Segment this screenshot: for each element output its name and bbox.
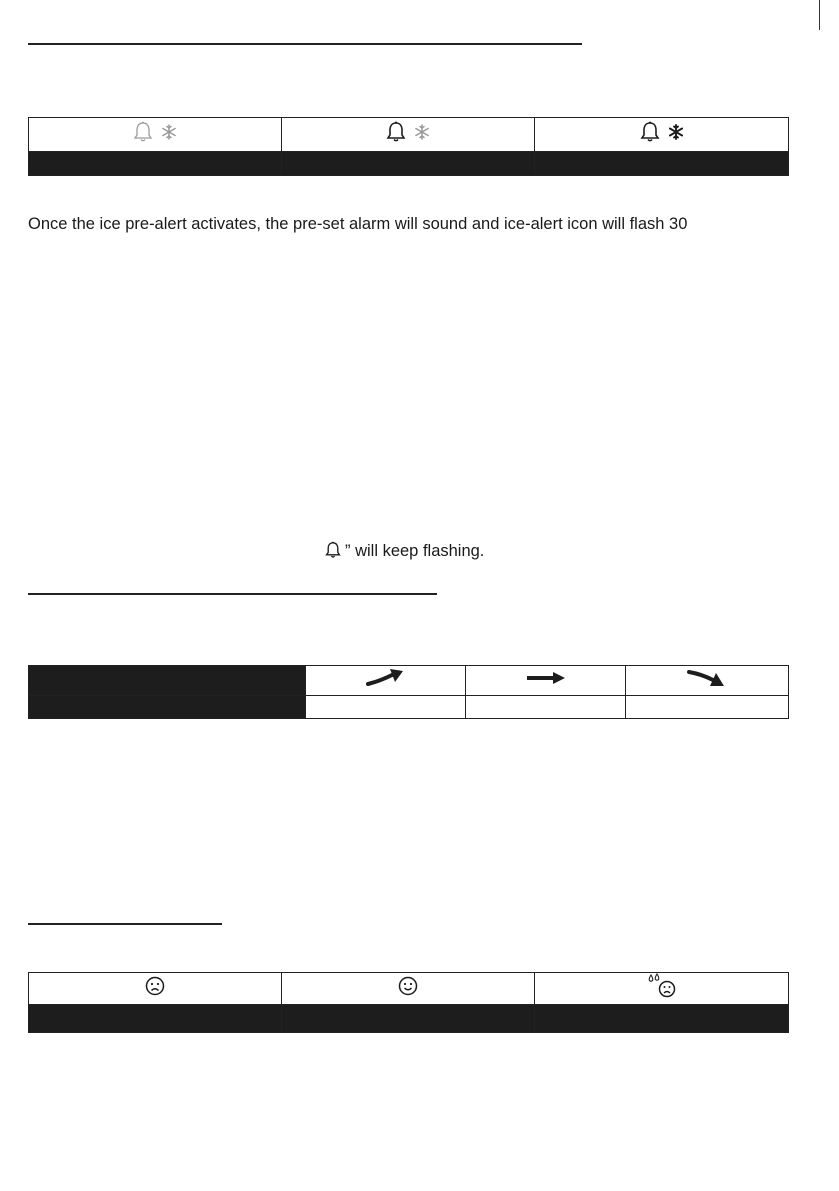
comfort-icon-table xyxy=(28,972,789,1033)
section-heading-underline-comfort xyxy=(28,923,222,925)
trend-table xyxy=(28,665,789,719)
section-heading-underline-ice-alert xyxy=(28,43,582,45)
trend-row-label-2 xyxy=(29,696,306,719)
ice-alert-caption-3 xyxy=(535,152,789,176)
trend-steady xyxy=(466,666,626,696)
ice-alert-state-1 xyxy=(29,118,282,152)
comfort-caption-2 xyxy=(282,1005,535,1033)
bell-icon xyxy=(386,121,406,143)
ice-alert-caption-1 xyxy=(29,152,282,176)
comfort-caption-3 xyxy=(535,1005,789,1033)
snowflake-icon xyxy=(161,124,177,140)
ice-alert-paragraph: Once the ice pre-alert activates, the pre-set alarm will sound and ice-alert icon will flash 30 xyxy=(28,215,688,233)
page-corner-mark xyxy=(819,0,820,30)
trend-falling xyxy=(626,666,789,696)
arrow-steady-icon xyxy=(525,667,567,689)
smiley-face-icon xyxy=(397,975,419,997)
comfort-state-dry xyxy=(29,973,282,1005)
flashing-note xyxy=(325,541,484,561)
ice-alert-state-3 xyxy=(535,118,789,152)
arrow-rising-icon xyxy=(365,667,407,689)
sad-face-icon xyxy=(144,975,166,997)
ice-alert-state-2 xyxy=(282,118,535,152)
bell-icon xyxy=(640,121,660,143)
ice-alert-caption-2 xyxy=(282,152,535,176)
trend-rising xyxy=(306,666,466,696)
trend-caption-rising xyxy=(306,696,466,719)
arrow-falling-icon xyxy=(686,667,728,689)
trend-caption-steady xyxy=(466,696,626,719)
section-heading-underline-trend xyxy=(28,593,437,595)
comfort-state-wet xyxy=(535,973,789,1005)
trend-row-label-1 xyxy=(29,666,306,696)
snowflake-icon xyxy=(414,124,430,140)
flashing-note-text: ” will keep flashing. xyxy=(345,542,485,560)
comfort-caption-1 xyxy=(29,1005,282,1033)
snowflake-icon xyxy=(668,124,684,140)
bell-icon xyxy=(133,121,153,143)
comfort-state-comfortable xyxy=(282,973,535,1005)
wet-sad-face-icon xyxy=(647,973,677,999)
trend-caption-falling xyxy=(626,696,789,719)
ice-alert-icon-table xyxy=(28,117,789,176)
bell-icon xyxy=(325,541,341,559)
